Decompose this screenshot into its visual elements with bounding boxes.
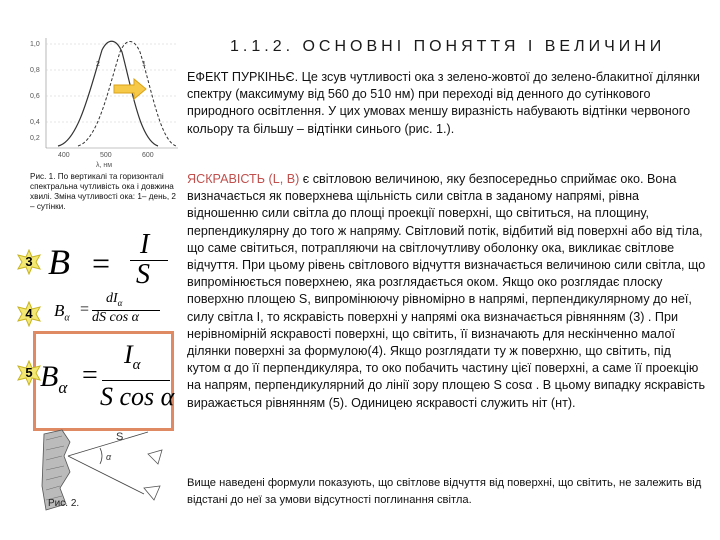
formula-denominator: dS cos α [92, 310, 140, 325]
equals-sign: = [80, 301, 90, 318]
formula-lhs: $B_\alpha$ [40, 360, 68, 397]
luminance-paragraph [187, 171, 707, 412]
page-title: 1.1.2. ОСНОВНІ ПОНЯТТЯ І ВЕЛИЧИНИ [230, 38, 666, 55]
y-tick: 0,2 [30, 135, 40, 142]
formula-denominator: S [136, 259, 150, 290]
formula-lhs: B [48, 242, 70, 282]
curve-day [78, 42, 176, 147]
y-tick: 0,6 [30, 93, 40, 100]
formula-numerator: $I_\alpha$ [124, 340, 141, 374]
x-axis-label: λ, нм [96, 162, 113, 169]
formula-number-5-badge [16, 360, 42, 386]
formula-5 [40, 340, 175, 426]
formula-numerator: I [140, 229, 150, 260]
formula-number: 4 [25, 306, 33, 321]
x-tick: 500 [100, 152, 112, 159]
formula-number: 3 [25, 254, 33, 269]
spectral-sensitivity-figure [28, 30, 184, 172]
figure1-caption: Рис. 1. По вертикалі та горизонталі спектральна чутливість ока і довжина хвилі. Зміна чутливості ока: 1– день, 2 – сутінки. [30, 172, 176, 211]
note-paragraph: Вище наведені формули показують, що світлове відчуття від поверхні, що світить, не залежить від відстані до неї за умови відсутності поглинання світла. [187, 477, 702, 506]
curve-label: 2 [96, 61, 100, 68]
y-tick: 0,8 [30, 67, 40, 74]
curve-label: 1 [142, 61, 146, 68]
formula-lhs: $B_\alpha$ [54, 301, 70, 324]
equals-sign: = [92, 245, 111, 281]
equals-sign: = [82, 360, 98, 391]
y-tick: 0,4 [30, 119, 40, 126]
x-tick: 400 [58, 152, 70, 159]
figure2-caption: Рис. 2. [48, 498, 80, 509]
fraction-bar [102, 380, 170, 381]
formula-denominator: S cos α [100, 382, 175, 411]
purkinje-paragraph: ЕФЕКТ ПУРКІНЬЄ. Це зсув чутливості ока з зелено-жовтої до зелено-блакитної ділянки спектру (максимуму від 560 до 510 нм) при переході від денного до сутінкового природного освітлення. У цих умовах меншу виразність набувають відтінки червоного кольору та більшу – відтінки синього (рис. 1.). [187, 70, 700, 136]
formula-number: 5 [25, 365, 33, 380]
formula-numerator: $dI_\alpha$ [106, 291, 123, 308]
luminance-term: ЯСКРАВІСТЬ (L, B) [187, 172, 300, 186]
formula-4 [54, 291, 174, 331]
formula-3 [48, 229, 178, 290]
y-tick: 1,0 [30, 41, 40, 48]
eye-icon [148, 450, 162, 464]
surface-label: S [116, 431, 124, 443]
luminance-body: є світловою величиною, яку безпосередньо сприймає око. Вона визначається як поверхнева щільність сили світла в заданому напрямі, рівна відношенню сили світла до площі проекції поверхні, що світиться, на площину, перпендикулярну до того ж напряму. Світловий потік, відбитий від поверхні або від тіла, що саме світиться, потрапляючи на світлочутливу оболонку ока, викликає світлове відчуття. При цьому рівень світлового відчуття визначається величиною сили світла, що випромінюється поверхнею, яка розглядається оком. Якщо око розглядає плоску поверхню площею S, випромінюючу рівномірно в напрямі, перпендикулярному до неї, силу світла I, то яскравість поверхні у напрямі ока визначається рівнянням (3) . При нерівномірній яскравості поверхні, що світить, її визначають для нескінченно малої ділянки поверхні за формулою(4). Якщо розглядати ту ж поверхню, що світить, під кутом α до її перпендикуляра, то око побачить частину цієї поверхні, а саме її проекцію на напрям, перпендикулярний до лінії зору площею S cosα . В цьому випадку яскравість виражається рівнянням (5). Одиницею яскравості служить ніт (нт). [187, 172, 706, 410]
angle-arc [100, 448, 102, 464]
formula-number-4-badge [16, 301, 42, 327]
formula-number-3-badge [16, 249, 42, 275]
x-tick: 600 [142, 152, 154, 159]
angle-label: α [106, 452, 112, 462]
eye-icon [144, 486, 160, 500]
